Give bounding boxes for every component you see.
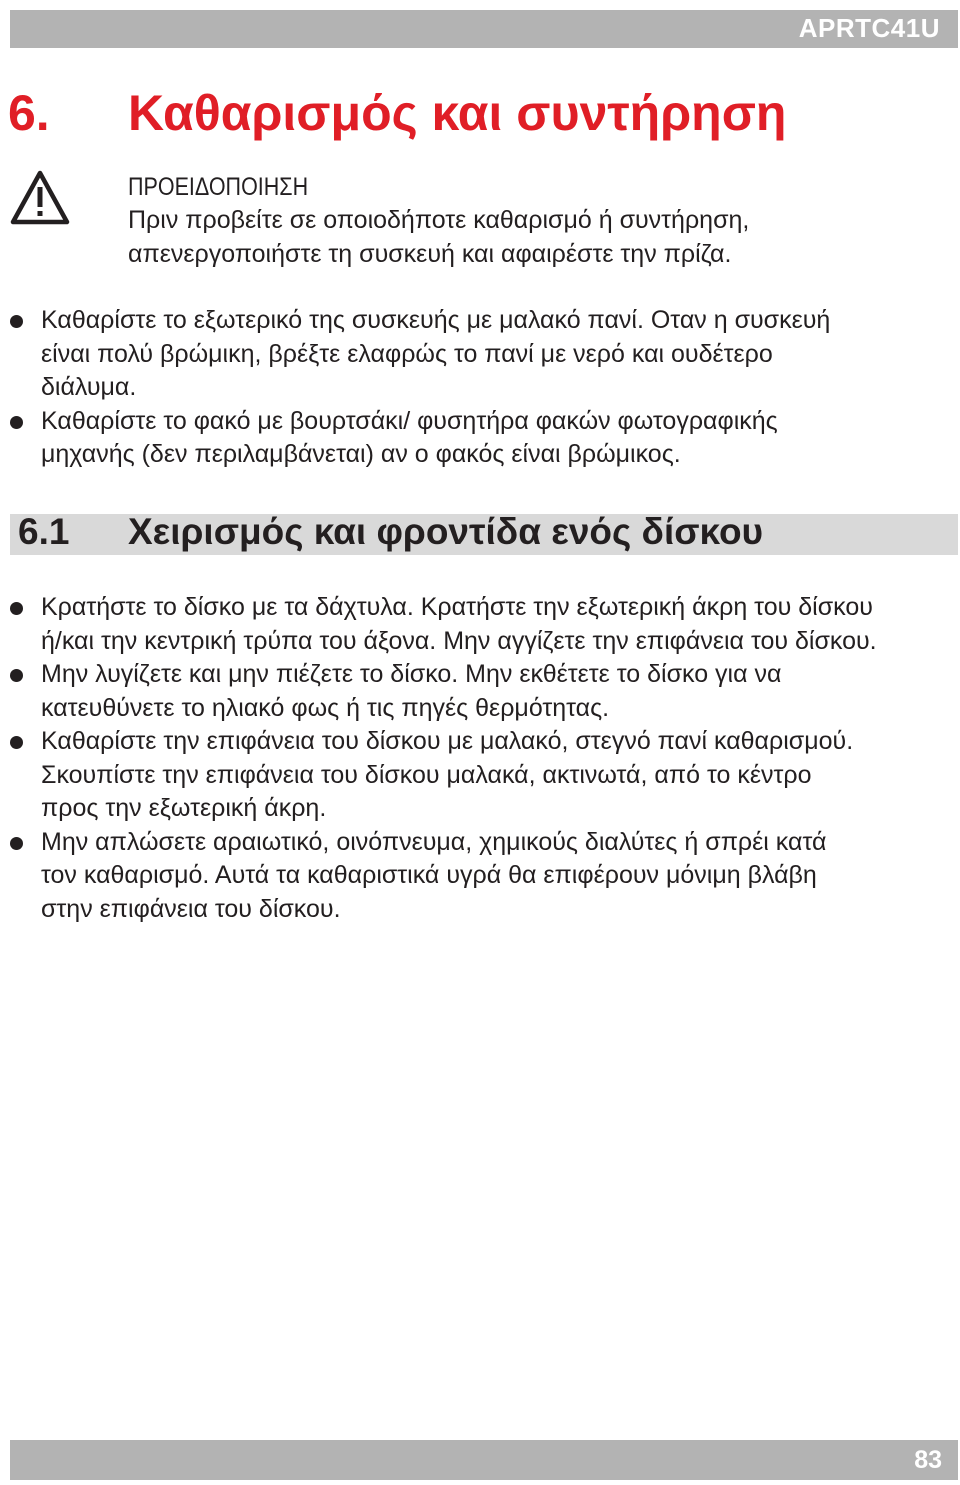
bullet-icon <box>10 669 23 682</box>
bullet-icon <box>10 736 23 749</box>
warning-triangle-icon <box>10 170 70 226</box>
list-item-line: είναι πολύ βρώμικη, βρέξτε ελαφρώς το πανί με νερό και ουδέτερο <box>41 339 773 368</box>
list-item-line: ή/και την κεντρική τρύπα του άξονα. Μην αγγίζετε την επιφάνεια του δίσκου. <box>41 626 877 655</box>
list-item-line: τον καθαρισμό. Αυτά τα καθαριστικά υγρά θα επιφέρουν μόνιμη βλάβη <box>41 861 817 889</box>
chapter-title: Καθαρισμός και συντήρηση <box>128 85 787 141</box>
warning-text <box>128 203 749 271</box>
section-title: Χειρισμός και φροντίδα ενός δίσκου <box>128 511 764 552</box>
warning-line: Πριν προβείτε σε οποιοδήποτε καθαρισμό ή συντήρηση, <box>128 206 750 234</box>
list-item-line: Καθαρίστε το φακό με βουρτσάκι/ φυσητήρα φακών φωτογραφικής <box>41 406 778 435</box>
list-item-line: κατευθύνετε το ηλιακό φως ή τις πηγές θερμότητας. <box>41 693 610 722</box>
warning-line: απενεργοποιήστε τη συσκευή και αφαιρέστε την πρίζα. <box>128 240 732 268</box>
list-item <box>0 304 960 405</box>
list-item-line: Καθαρίστε την επιφάνεια του δίσκου με μαλακό, στεγνό πανί καθαρισμού. <box>41 727 854 755</box>
list-item-line: στην επιφάνεια του δίσκου. <box>41 894 341 923</box>
page-number: 83 <box>914 1446 942 1474</box>
list-item-line: προς την εξωτερική άκρη. <box>41 794 327 822</box>
section-number: 6.1 <box>18 511 70 552</box>
list-item <box>0 826 960 927</box>
disc-care-list <box>0 591 960 926</box>
list-item <box>0 725 960 826</box>
chapter-number: 6. <box>8 85 50 141</box>
bullet-icon <box>10 837 23 850</box>
footer-bar <box>10 1440 958 1480</box>
bullet-icon <box>10 416 23 429</box>
list-item-line: Καθαρίστε το εξωτερικό της συσκευής με μαλακό πανί. Οταν η συσκευή <box>41 306 831 334</box>
list-item-line: διάλυμα. <box>41 373 137 401</box>
list-item <box>0 591 960 658</box>
list-item-line: Μην λυγίζετε και μην πιέζετε το δίσκο. Μην εκθέτετε το δίσκο για να <box>41 660 782 688</box>
warning-title: ΠΡΟΕΙΔΟΠΟΙΗΣΗ <box>128 173 309 201</box>
bullet-icon <box>10 315 23 328</box>
model-code: APRTC41U <box>798 13 940 43</box>
bullet-icon <box>10 602 23 615</box>
header-bar <box>10 10 958 48</box>
list-item <box>0 405 960 472</box>
list-item-line: Κρατήστε το δίσκο με τα δάχτυλα. Κρατήστε την εξωτερική άκρη του δίσκου <box>41 593 873 621</box>
list-item-line: Σκουπίστε την επιφάνεια του δίσκου μαλακά, ακτινωτά, από το κέντρο <box>41 760 812 789</box>
list-item-line: Μην απλώσετε αραιωτικό, οινόπνευμα, χημικούς διαλύτες ή σπρέι κατά <box>41 827 827 856</box>
list-item-line: μηχανής (δεν περιλαμβάνεται) αν ο φακός είναι βρώμικος. <box>41 440 681 468</box>
cleaning-instructions-list <box>0 304 960 472</box>
list-item <box>0 658 960 725</box>
